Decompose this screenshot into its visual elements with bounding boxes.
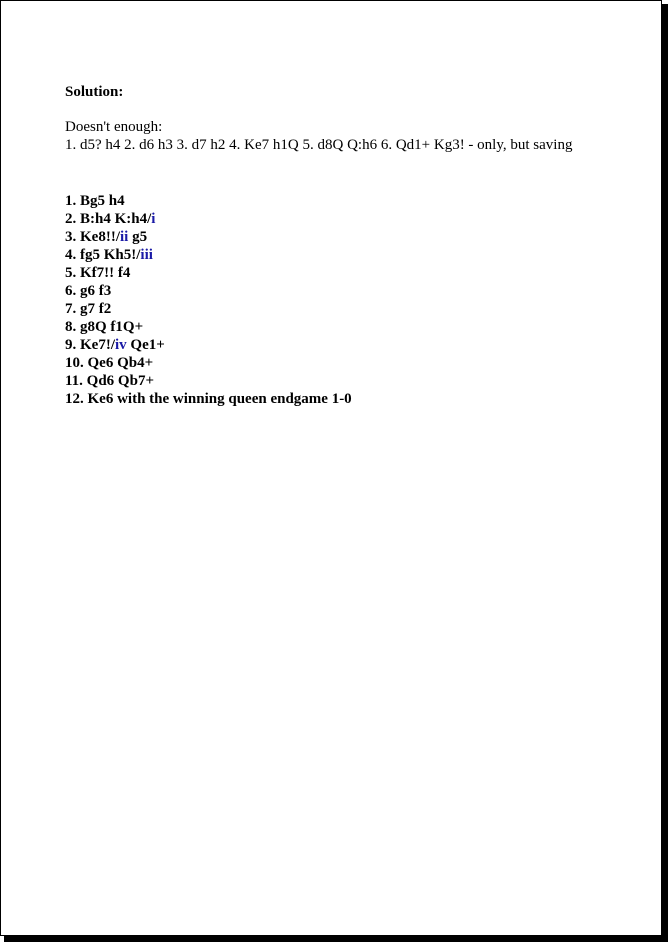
footnote-link[interactable]: ii (119, 229, 129, 245)
footnote-link[interactable]: iv (115, 337, 127, 353)
move-list (65, 192, 625, 408)
solution-heading: Solution: (65, 84, 124, 100)
page-shadow-bottom (4, 936, 668, 942)
move-line (65, 336, 625, 354)
page-content (65, 83, 625, 408)
intro-line: 1. d5? h4 2. d6 h3 3. d7 h2 4. Ke7 h1Q 5. d8Q Q:h6 6. Qd1+ Kg3! - only, but saving (65, 137, 573, 153)
move-text: 8. g8Q f1Q+ (65, 319, 144, 335)
move-text: 1. Bg5 h4 (65, 193, 125, 209)
move-line (65, 372, 625, 390)
move-line (65, 300, 625, 318)
move-text: 2. B:h4 K:h4/ (65, 211, 152, 227)
move-text: 4. fg5 Kh5!/ (65, 247, 141, 263)
move-text: 9. Ke7!/ (65, 337, 115, 353)
move-line (65, 390, 625, 408)
move-continuation: g5 (128, 229, 148, 245)
move-line (65, 354, 625, 372)
footnote-link[interactable]: i (151, 211, 156, 227)
intro-label: Doesn't enough: (65, 119, 163, 135)
move-line (65, 228, 625, 246)
move-text: 5. Kf7!! f4 (65, 265, 131, 281)
move-line (65, 210, 625, 228)
move-line (65, 192, 625, 210)
move-text: 11. Qd6 Qb7+ (65, 373, 154, 389)
page-shadow-right (662, 4, 668, 942)
move-text: 3. Ke8!!/ (65, 229, 120, 245)
move-text: 7. g7 f2 (65, 301, 112, 317)
move-text: 6. g6 f3 (65, 283, 112, 299)
move-line (65, 318, 625, 336)
move-line (65, 264, 625, 282)
move-continuation: Qe1+ (126, 337, 165, 353)
move-text: 10. Qe6 Qb4+ (65, 355, 154, 371)
move-text: 12. Ke6 with the winning queen endgame 1-0 (65, 391, 352, 407)
move-line (65, 282, 625, 300)
move-line (65, 246, 625, 264)
footnote-link[interactable]: iii (140, 247, 153, 263)
intro-block (65, 118, 625, 154)
